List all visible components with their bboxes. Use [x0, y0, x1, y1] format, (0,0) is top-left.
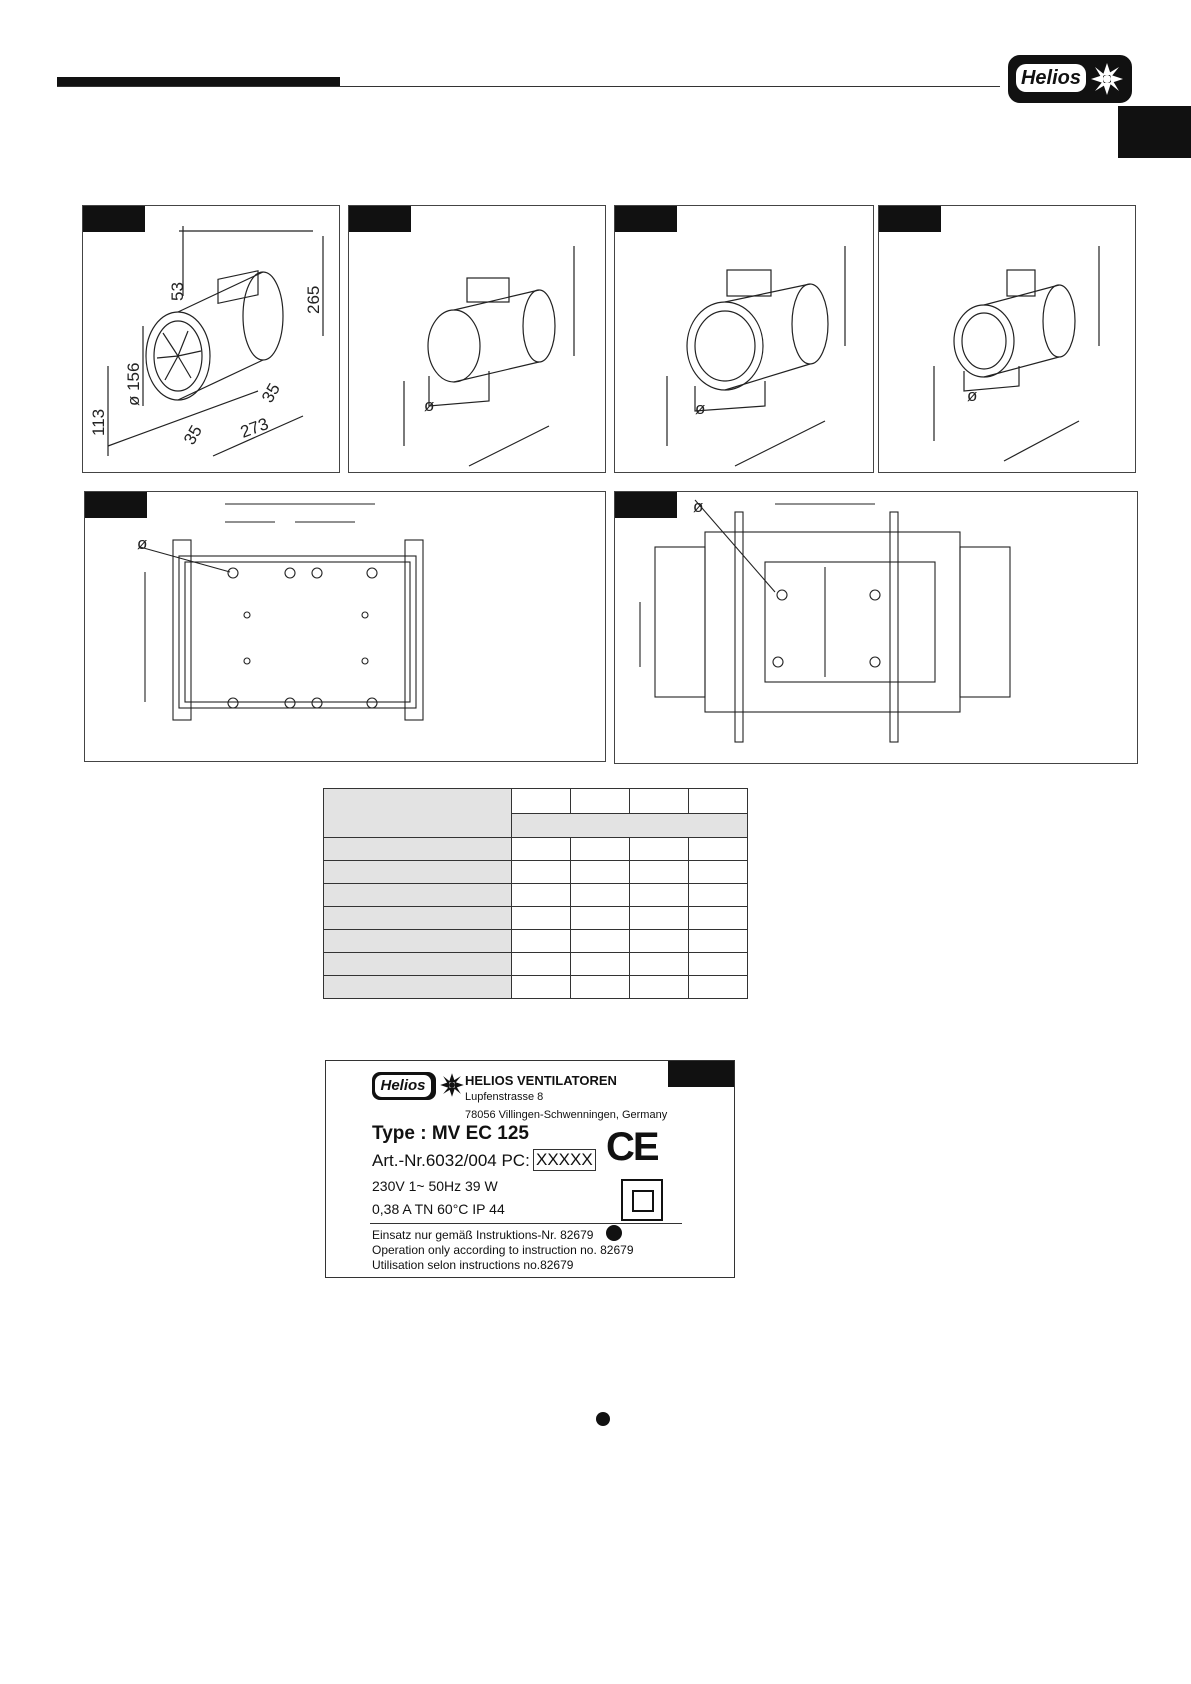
- table-cell: [689, 907, 748, 930]
- dim-diameter-symbol: ø: [137, 534, 148, 553]
- table-cell: [324, 930, 512, 953]
- table-cell: [571, 907, 630, 930]
- figure-label-tab: [879, 206, 941, 232]
- table-cell: [630, 930, 689, 953]
- helios-logo-text: Helios: [1016, 64, 1086, 92]
- table-cell: [571, 953, 630, 976]
- figure-panel-3: [614, 205, 874, 473]
- table-cell: [512, 789, 571, 814]
- dim-35-left: 35: [180, 422, 206, 448]
- header-thin-rule: [57, 86, 1000, 87]
- nameplate-city: 78056 Villingen-Schwenningen, Germany: [465, 1109, 668, 1121]
- table-cell: [512, 930, 571, 953]
- nameplate-company: HELIOS VENTILATOREN: [465, 1073, 617, 1088]
- table-cell: [630, 884, 689, 907]
- dim-diameter-symbol: ø: [424, 396, 435, 415]
- figure-panel-5: [84, 491, 606, 762]
- fan-drawing-4: [879, 206, 1135, 472]
- table-cell: [689, 789, 748, 814]
- nameplate-ratings: 0,38 A TN 60°C IP 44: [372, 1201, 505, 1217]
- table-cell: [324, 953, 512, 976]
- figure-panel-6: [614, 491, 1138, 764]
- table-cell: [689, 884, 748, 907]
- nameplate-type: Type : MV EC 125: [372, 1123, 529, 1144]
- table-cell: [324, 907, 512, 930]
- table-cell: [630, 953, 689, 976]
- nameplate-article-number: Art.-Nr.6032/004 PC:: [372, 1151, 530, 1170]
- helios-logo: [1008, 55, 1132, 103]
- figure-panel-2: [348, 205, 606, 473]
- mounting-plate-drawing-2: [615, 492, 1137, 763]
- dim-273: 273: [237, 414, 272, 442]
- nameplate-street: Lupfenstrasse 8: [465, 1091, 544, 1103]
- table-cell: [512, 861, 571, 884]
- figure-label-tab: [615, 492, 677, 518]
- table-cell: [571, 884, 630, 907]
- nameplate-divider: [370, 1223, 682, 1224]
- table-cell: [512, 976, 571, 999]
- table-cell: [630, 789, 689, 814]
- fan-drawing-2: [349, 206, 605, 472]
- nameplate-pc-code: XXXXX: [533, 1149, 596, 1171]
- figure-panel-4: [878, 205, 1136, 473]
- table-cell: [689, 930, 748, 953]
- table-cell: [630, 907, 689, 930]
- table-cell: [512, 907, 571, 930]
- protection-class-2-icon: [621, 1179, 663, 1221]
- table-cell: [324, 789, 512, 838]
- nameplate-logo-text: Helios: [375, 1075, 431, 1097]
- table-cell: [571, 861, 630, 884]
- dim-diameter-symbol: ø: [693, 497, 704, 516]
- nameplate-note-de: Einsatz nur gemäß Instruktions-Nr. 82679: [372, 1228, 594, 1242]
- table-row: [324, 838, 748, 861]
- figure-label-tab: [349, 206, 411, 232]
- callout-dot-icon: [606, 1225, 622, 1241]
- nameplate-note-fr: Utilisation selon instructions no.82679: [372, 1258, 574, 1272]
- table-row: [324, 884, 748, 907]
- table-row: [324, 861, 748, 884]
- table-row: [324, 907, 748, 930]
- fan-drawing-3: [615, 206, 873, 472]
- table-cell: [512, 838, 571, 861]
- table-cell: [689, 838, 748, 861]
- table-cell: [630, 838, 689, 861]
- nameplate-electrical: 230V 1~ 50Hz 39 W: [372, 1178, 498, 1194]
- table-cell: [689, 861, 748, 884]
- table-cell: [630, 861, 689, 884]
- table-cell: [571, 789, 630, 814]
- callout-dot-icon: [596, 1412, 610, 1426]
- table-row: [324, 930, 748, 953]
- figure-label-tab: [85, 492, 147, 518]
- figure-label-tab: [83, 206, 145, 232]
- dim-35-right: 35: [258, 380, 284, 406]
- dim-diameter-symbol: ø: [695, 399, 706, 418]
- nameplate-note-en: Operation only according to instruction no. 82679: [372, 1243, 634, 1257]
- table-cell: [571, 838, 630, 861]
- fan-icon: [1088, 60, 1126, 98]
- dim-113: 113: [89, 408, 108, 436]
- mounting-plate-drawing-1: [85, 492, 605, 761]
- table-row: [324, 976, 748, 999]
- figure-label-tab: [615, 206, 677, 232]
- table-cell: [324, 884, 512, 907]
- dim-diameter-symbol: ø: [967, 386, 978, 405]
- table-cell: [689, 976, 748, 999]
- table-header-row: [324, 789, 748, 814]
- fan-icon: [438, 1071, 466, 1099]
- specification-table: [323, 788, 748, 999]
- table-cell: [324, 838, 512, 861]
- fan-dimension-drawing: [83, 206, 339, 472]
- dim-265: 265: [304, 285, 323, 314]
- nameplate-label-tab: [668, 1061, 734, 1087]
- table-cell: [324, 976, 512, 999]
- nameplate-logo: [372, 1072, 436, 1100]
- table-cell: [689, 953, 748, 976]
- figure-panel-1: [82, 205, 340, 473]
- dim-53: 53: [168, 282, 187, 301]
- table-cell: [630, 976, 689, 999]
- chapter-side-tab: [1118, 106, 1191, 158]
- dim-diameter-156: ø 156: [124, 362, 143, 406]
- table-cell: [324, 861, 512, 884]
- table-cell: [571, 976, 630, 999]
- table-cell: [512, 813, 748, 838]
- table-cell: [512, 953, 571, 976]
- table-cell: [571, 930, 630, 953]
- table-cell: [512, 884, 571, 907]
- ce-mark: CE: [606, 1125, 658, 1169]
- table-row: [324, 953, 748, 976]
- rating-nameplate: [325, 1060, 735, 1278]
